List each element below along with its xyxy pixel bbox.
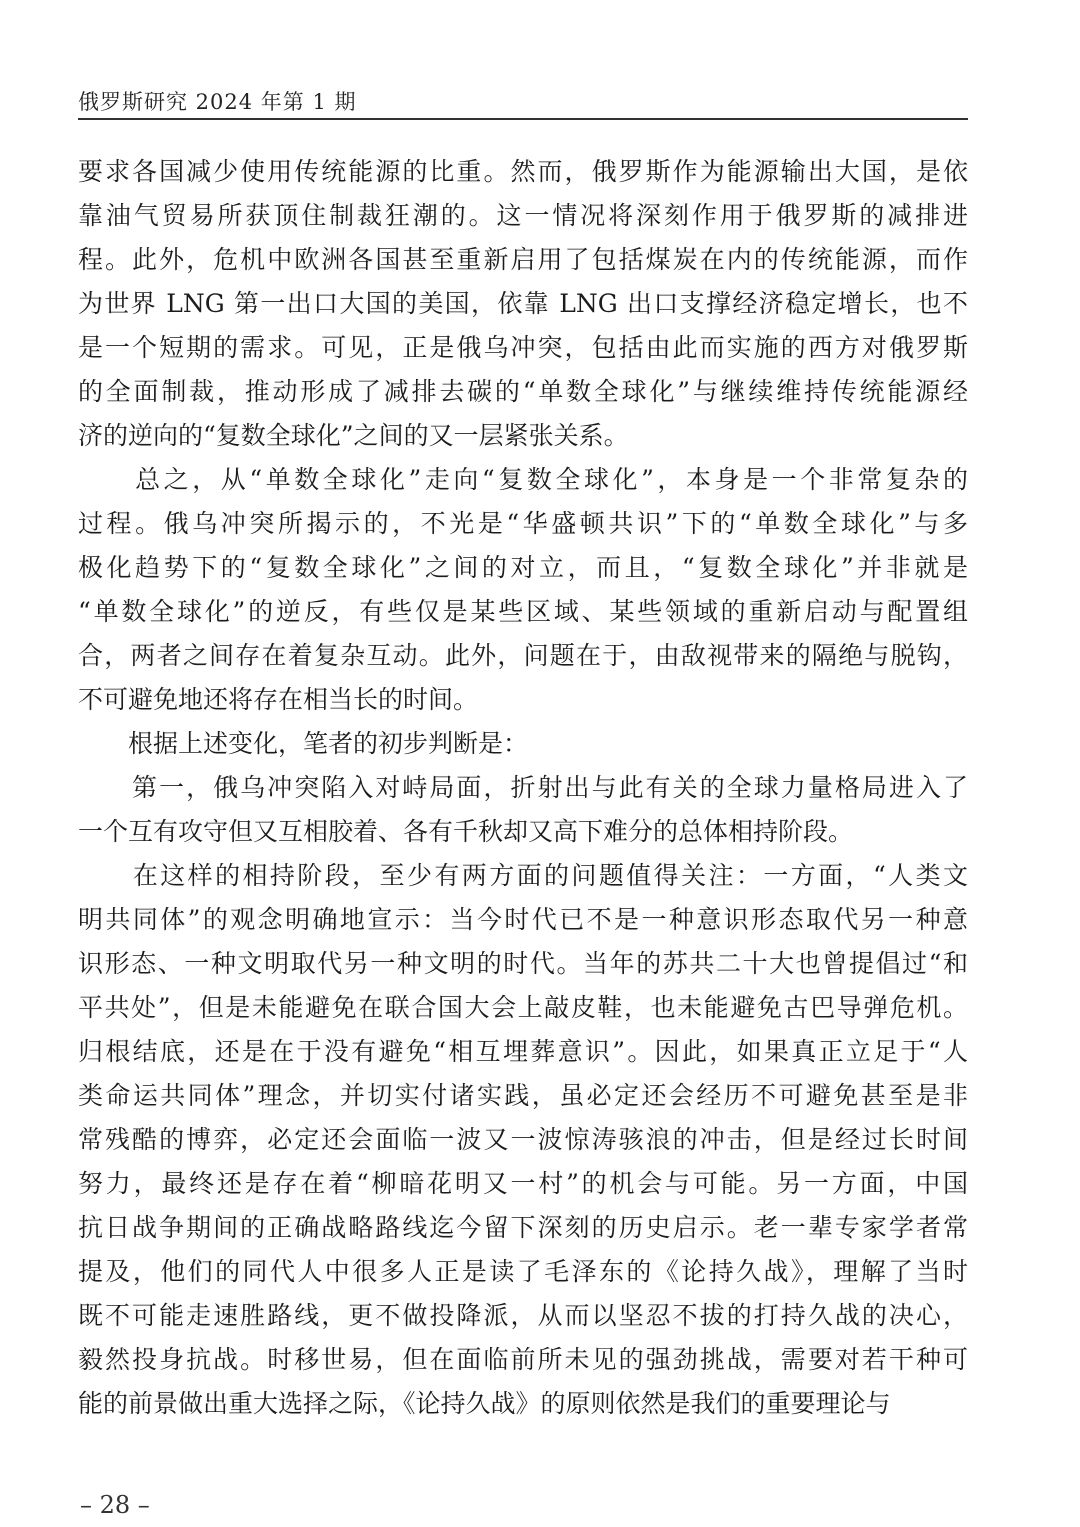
text-line: “单数全球化”的逆反，有些仅是某些区域、某些领域的重新启动与配置组 (78, 597, 968, 626)
paragraph (78, 458, 968, 722)
text-line: 归根结底，还是在于没有避免“相互埋葬意识”。因此，如果真正立足于“人 (78, 1037, 968, 1066)
text-line: 总之，从“单数全球化”走向“复数全球化”，本身是一个非常复杂的 (78, 465, 968, 494)
text-line: 抗日战争期间的正确战略路线迄今留下深刻的历史启示。老一辈专家学者常 (78, 1213, 968, 1242)
header-divider (78, 118, 968, 120)
text-line: 靠油气贸易所获顶住制裁狂潮的。这一情况将深刻作用于俄罗斯的减排进 (78, 201, 968, 230)
paragraph (78, 722, 968, 766)
text-line: 根据上述变化，笔者的初步判断是： (78, 729, 529, 758)
article-body (78, 150, 968, 1426)
page-number: – 28 – (80, 1491, 150, 1519)
text-line: 为世界 LNG 第一出口大国的美国，依靠 LNG 出口支撑经济稳定增长，也不 (78, 289, 968, 318)
text-line: 是一个短期的需求。可见，正是俄乌冲突，包括由此而实施的西方对俄罗斯 (78, 333, 968, 362)
text-line: 努力，最终还是存在着“柳暗花明又一村”的机会与可能。另一方面，中国 (78, 1169, 968, 1198)
text-line: 常残酷的博弈，必定还会面临一波又一波惊涛骇浪的冲击，但是经过长时间 (78, 1125, 968, 1154)
text-line: 提及，他们的同代人中很多人正是读了毛泽东的《论持久战》，理解了当时 (78, 1257, 968, 1286)
text-line: 既不可能走速胜路线，更不做投降派，从而以坚忍不拔的打持久战的决心， (78, 1301, 968, 1330)
text-line: 一个互有攻守但又互相胶着、各有千秋却又高下难分的总体相持阶段。 (78, 817, 854, 846)
text-line: 过程。俄乌冲突所揭示的，不光是“华盛顿共识”下的“单数全球化”与多 (78, 509, 968, 538)
text-line: 济的逆向的“复数全球化”之间的又一层紧张关系。 (78, 421, 629, 450)
text-line: 平共处”，但是未能避免在联合国大会上敲皮鞋，也未能避免古巴导弹危机。 (78, 993, 968, 1022)
text-line: 极化趋势下的“复数全球化”之间的对立，而且，“复数全球化”并非就是 (78, 553, 968, 582)
text-line: 程。此外，危机中欧洲各国甚至重新启用了包括煤炭在内的传统能源，而作 (78, 245, 968, 274)
text-line: 要求各国减少使用传统能源的比重。然而，俄罗斯作为能源输出大国，是依 (78, 157, 968, 186)
text-line: 能的前景做出重大选择之际，《论持久战》的原则依然是我们的重要理论与 (78, 1389, 891, 1418)
text-line: 识形态、一种文明取代另一种文明的时代。当年的苏共二十大也曾提倡过“和 (78, 949, 968, 978)
text-line: 合，两者之间存在着复杂互动。此外，问题在于，由敌视带来的隔绝与脱钩， (78, 641, 968, 670)
running-header (78, 84, 968, 120)
text-line: 不可避免地还将存在相当长的时间。 (78, 685, 479, 714)
paragraph (78, 854, 968, 1426)
paragraph (78, 150, 968, 458)
text-line: 明共同体”的观念明确地宣示：当今时代已不是一种意识形态取代另一种意 (78, 905, 968, 934)
paragraph (78, 766, 968, 854)
text-line: 类命运共同体”理念，并切实付诸实践，虽必定还会经历不可避免甚至是非 (78, 1081, 968, 1110)
text-line: 在这样的相持阶段，至少有两方面的问题值得关注：一方面，“人类文 (78, 861, 968, 890)
text-line: 毅然投身抗战。时移世易，但在面临前所未见的强劲挑战，需要对若干种可 (78, 1345, 968, 1374)
text-line: 第一，俄乌冲突陷入对峙局面，折射出与此有关的全球力量格局进入了 (78, 773, 968, 802)
text-line: 的全面制裁，推动形成了减排去碳的“单数全球化”与继续维持传统能源经 (78, 377, 968, 406)
journal-title: 俄罗斯研究 2024 年第 1 期 (78, 90, 357, 114)
